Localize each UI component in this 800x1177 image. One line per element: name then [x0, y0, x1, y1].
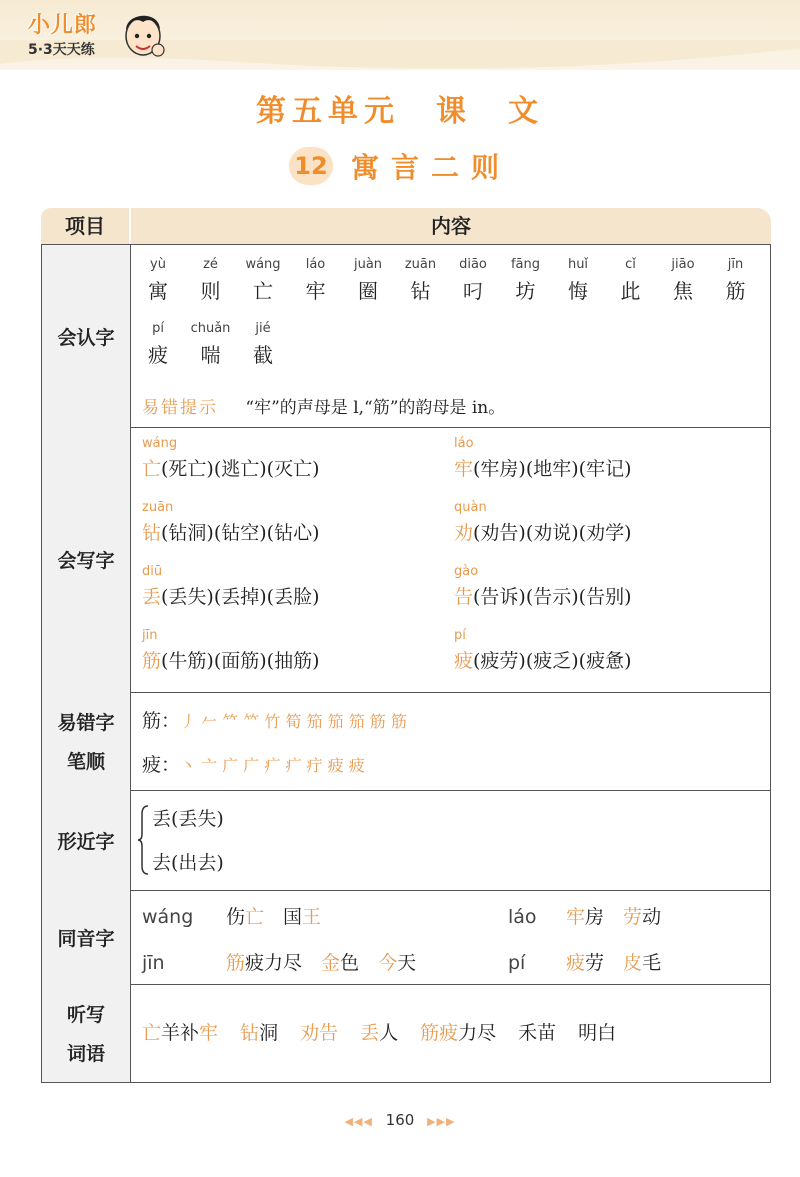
plain-text	[302, 952, 321, 974]
character: 疲	[148, 343, 168, 367]
highlight-char: 钻	[240, 1022, 260, 1044]
pinyin: huǐ	[567, 257, 589, 272]
plain-text: 房	[585, 906, 605, 928]
character: 悔	[568, 279, 588, 303]
recognize-chars	[142, 245, 764, 427]
dictation-word	[420, 1022, 496, 1044]
brace-icon	[138, 804, 150, 876]
write-line	[454, 650, 632, 672]
write-items	[142, 426, 764, 692]
plain-text: 动	[642, 906, 662, 928]
plain-text: 疲力尽	[245, 952, 303, 974]
plain-text: 劳	[585, 952, 605, 974]
write-words: (死亡)(逃亡)(灭亡)	[161, 458, 320, 480]
write-line	[142, 458, 320, 480]
recognize-char	[132, 257, 184, 304]
character: 圈	[358, 279, 378, 303]
recognize-char	[237, 321, 289, 368]
highlight-char: 王	[302, 906, 322, 928]
write-words: (劝告)(劝说)(劝学)	[473, 522, 632, 544]
similar-line-1: 丢(丢失)	[152, 808, 224, 830]
pinyin: diāo	[459, 257, 487, 272]
character: 此	[620, 279, 641, 303]
plain-text	[604, 952, 623, 974]
write-line	[142, 650, 320, 672]
plain-text: 人	[379, 1022, 399, 1044]
character: 截	[253, 343, 273, 367]
homophone-rows	[142, 890, 764, 984]
row-strokes	[41, 692, 771, 791]
tip-line	[142, 393, 505, 418]
recognize-char	[710, 257, 762, 304]
recognize-char	[552, 257, 604, 304]
write-line	[454, 522, 632, 544]
dictation-word	[300, 1022, 338, 1044]
similar-line-2: 去(出去)	[152, 852, 224, 874]
lesson-title	[0, 146, 800, 186]
pinyin: pí	[508, 952, 526, 974]
stroke-char: 疲：	[142, 754, 181, 776]
header-item: 项目	[41, 208, 129, 244]
recognize-char	[185, 257, 237, 304]
plain-text: 色	[340, 952, 360, 974]
character: 钻	[410, 279, 431, 303]
pinyin: jié	[255, 321, 271, 336]
pinyin: pí	[454, 628, 466, 643]
mascot-boy-icon	[118, 6, 168, 62]
homophone-group	[142, 902, 321, 929]
row-label-similar: 形近字	[42, 790, 131, 890]
dictation-words	[142, 984, 764, 1082]
row-dictation	[41, 984, 771, 1083]
dictation-line	[142, 1018, 638, 1045]
highlight-char: 筋	[226, 952, 246, 974]
logo-name: 小儿郎	[28, 13, 98, 38]
pinyin: wáng	[245, 257, 281, 272]
prev-arrows-icon: ◀◀◀	[344, 1115, 373, 1128]
highlight-char: 筋疲	[420, 1022, 459, 1044]
stroke-char: 筋：	[142, 710, 181, 732]
dictation-word	[578, 1022, 616, 1044]
page-footer	[0, 1111, 800, 1129]
plain-text: 国	[264, 906, 303, 928]
row-recognize	[41, 244, 771, 428]
pinyin: zuān	[142, 500, 174, 515]
row-label-homophone: 同音字	[42, 890, 131, 984]
write-line	[142, 522, 320, 544]
write-char: 丢	[142, 586, 162, 608]
write-words: (牛筋)(面筋)(抽筋)	[161, 650, 320, 672]
highlight-char: 金	[321, 952, 341, 974]
write-line	[454, 458, 632, 480]
recognize-char	[447, 257, 499, 304]
recognize-char	[605, 257, 657, 304]
homophone-group	[142, 948, 416, 975]
next-arrows-icon: ▶▶▶	[427, 1115, 456, 1128]
highlight-char: 牢	[566, 906, 586, 928]
homophone-group	[508, 948, 661, 975]
character: 坊	[515, 279, 536, 303]
pinyin: gào	[454, 564, 479, 579]
pinyin: fāng	[510, 257, 541, 272]
highlight-char: 牢	[199, 1022, 219, 1044]
write-words: (牢房)(地牢)(牢记)	[473, 458, 632, 480]
write-item	[142, 564, 320, 609]
pinyin: zé	[203, 257, 218, 272]
pinyin: chuǎn	[190, 321, 231, 336]
recognize-char	[657, 257, 709, 304]
pinyin: wáng	[142, 436, 178, 451]
row-label-recognize: 会认字	[42, 245, 131, 427]
pinyin: zuān	[404, 257, 437, 272]
pinyin: jīn	[142, 628, 158, 643]
character: 则	[200, 279, 221, 303]
pinyin: yù	[150, 257, 166, 272]
header-content: 内容	[131, 208, 771, 244]
highlight-char: 亡	[142, 1022, 162, 1044]
pinyin: jīn	[727, 257, 744, 272]
plain-text: 力尽	[458, 1022, 497, 1044]
pinyin: cǐ	[625, 257, 636, 272]
write-char: 告	[454, 586, 474, 608]
plain-text: 天	[397, 952, 417, 974]
write-item	[142, 436, 320, 481]
write-char: 牢	[454, 458, 474, 480]
write-words: (告诉)(告示)(告别)	[473, 586, 632, 608]
highlight-char: 丢	[360, 1022, 380, 1044]
character: 喘	[200, 343, 221, 367]
write-words: (丢失)(丢掉)(丢脸)	[161, 586, 320, 608]
write-char: 筋	[142, 650, 162, 672]
write-line	[142, 586, 320, 608]
write-words: (疲劳)(疲乏)(疲惫)	[473, 650, 632, 672]
write-item	[454, 564, 632, 609]
stroke-sequence: 丶 亠 广 广 疒 疒 疔 疲 疲	[180, 756, 365, 775]
write-char: 亡	[142, 458, 162, 480]
recognize-char	[395, 257, 447, 304]
recognize-char	[237, 257, 289, 304]
stroke-line-1	[142, 706, 407, 733]
highlight-char: 疲	[566, 952, 586, 974]
recognize-char	[290, 257, 342, 304]
plain-text: 伤	[226, 906, 246, 928]
pinyin: juàn	[353, 257, 383, 272]
write-char: 劝	[454, 522, 474, 544]
page-number: 160	[385, 1111, 415, 1129]
write-item	[142, 628, 320, 673]
stroke-lines	[142, 692, 764, 790]
plain-text: 明白	[578, 1022, 617, 1044]
character: 筋	[725, 279, 746, 303]
plain-text: 毛	[642, 952, 662, 974]
highlight-char: 今	[378, 952, 398, 974]
pinyin: láo	[508, 906, 537, 928]
write-item	[454, 436, 632, 481]
pinyin: láo	[454, 436, 474, 451]
write-words: (钻洞)(钻空)(钻心)	[161, 522, 320, 544]
dictation-word	[142, 1022, 218, 1044]
lesson-number: 12	[289, 147, 333, 185]
logo-sub: 5·3天天练	[28, 42, 95, 58]
write-item	[454, 500, 632, 545]
character: 寓	[148, 279, 168, 303]
pinyin: jīn	[142, 952, 165, 974]
tip-label: 易错提示	[142, 398, 218, 418]
plain-text: 羊补	[161, 1022, 200, 1044]
similar-chars	[142, 790, 764, 890]
pinyin: láo	[305, 257, 326, 272]
pinyin: wáng	[142, 906, 194, 928]
character: 焦	[673, 279, 693, 303]
plain-text	[604, 906, 623, 928]
row-label-strokes: 易错字 笔顺	[42, 692, 131, 790]
plain-text	[359, 952, 378, 974]
lesson-name: 寓言二则	[350, 151, 511, 184]
stroke-line-2	[142, 750, 365, 777]
row-write	[41, 426, 771, 693]
recognize-char	[342, 257, 394, 304]
dictation-word	[360, 1022, 398, 1044]
pinyin: pí	[152, 321, 164, 336]
recognize-char	[185, 321, 237, 368]
plain-text: 洞	[259, 1022, 279, 1044]
row-label-write: 会写字	[42, 426, 131, 692]
row-homophone	[41, 890, 771, 985]
row-label-dictation: 听写 词语	[42, 984, 131, 1082]
character: 亡	[253, 279, 273, 303]
pinyin: jiāo	[671, 257, 695, 272]
highlight-char: 劝告	[300, 1022, 339, 1044]
plain-text: 禾苗	[518, 1022, 557, 1044]
write-item	[142, 500, 320, 545]
character: 叼	[463, 279, 483, 303]
highlight-char: 亡	[245, 906, 265, 928]
write-char: 疲	[454, 650, 474, 672]
tip-text: “牢”的声母是 l,“筋”的韵母是 in。	[245, 398, 506, 418]
dictation-word	[518, 1022, 556, 1044]
logo	[28, 8, 97, 59]
recognize-char	[132, 321, 184, 368]
write-char: 钻	[142, 522, 162, 544]
stroke-sequence: 丿 𠂉 𥫗 𥫗 竹 筍 笳 笳 笳 筋 筋	[180, 712, 407, 731]
recognize-char	[500, 257, 552, 304]
character: 牢	[305, 279, 326, 303]
write-item	[454, 628, 632, 673]
highlight-char: 皮	[623, 952, 643, 974]
homophone-group	[508, 902, 661, 929]
unit-title: 第五单元 课 文	[256, 94, 544, 129]
row-similar	[41, 790, 771, 891]
pinyin: diū	[142, 564, 163, 579]
pinyin: quàn	[454, 500, 487, 515]
study-table	[41, 208, 771, 1084]
write-line	[454, 586, 632, 608]
dictation-word	[240, 1022, 278, 1044]
highlight-char: 劳	[623, 906, 643, 928]
